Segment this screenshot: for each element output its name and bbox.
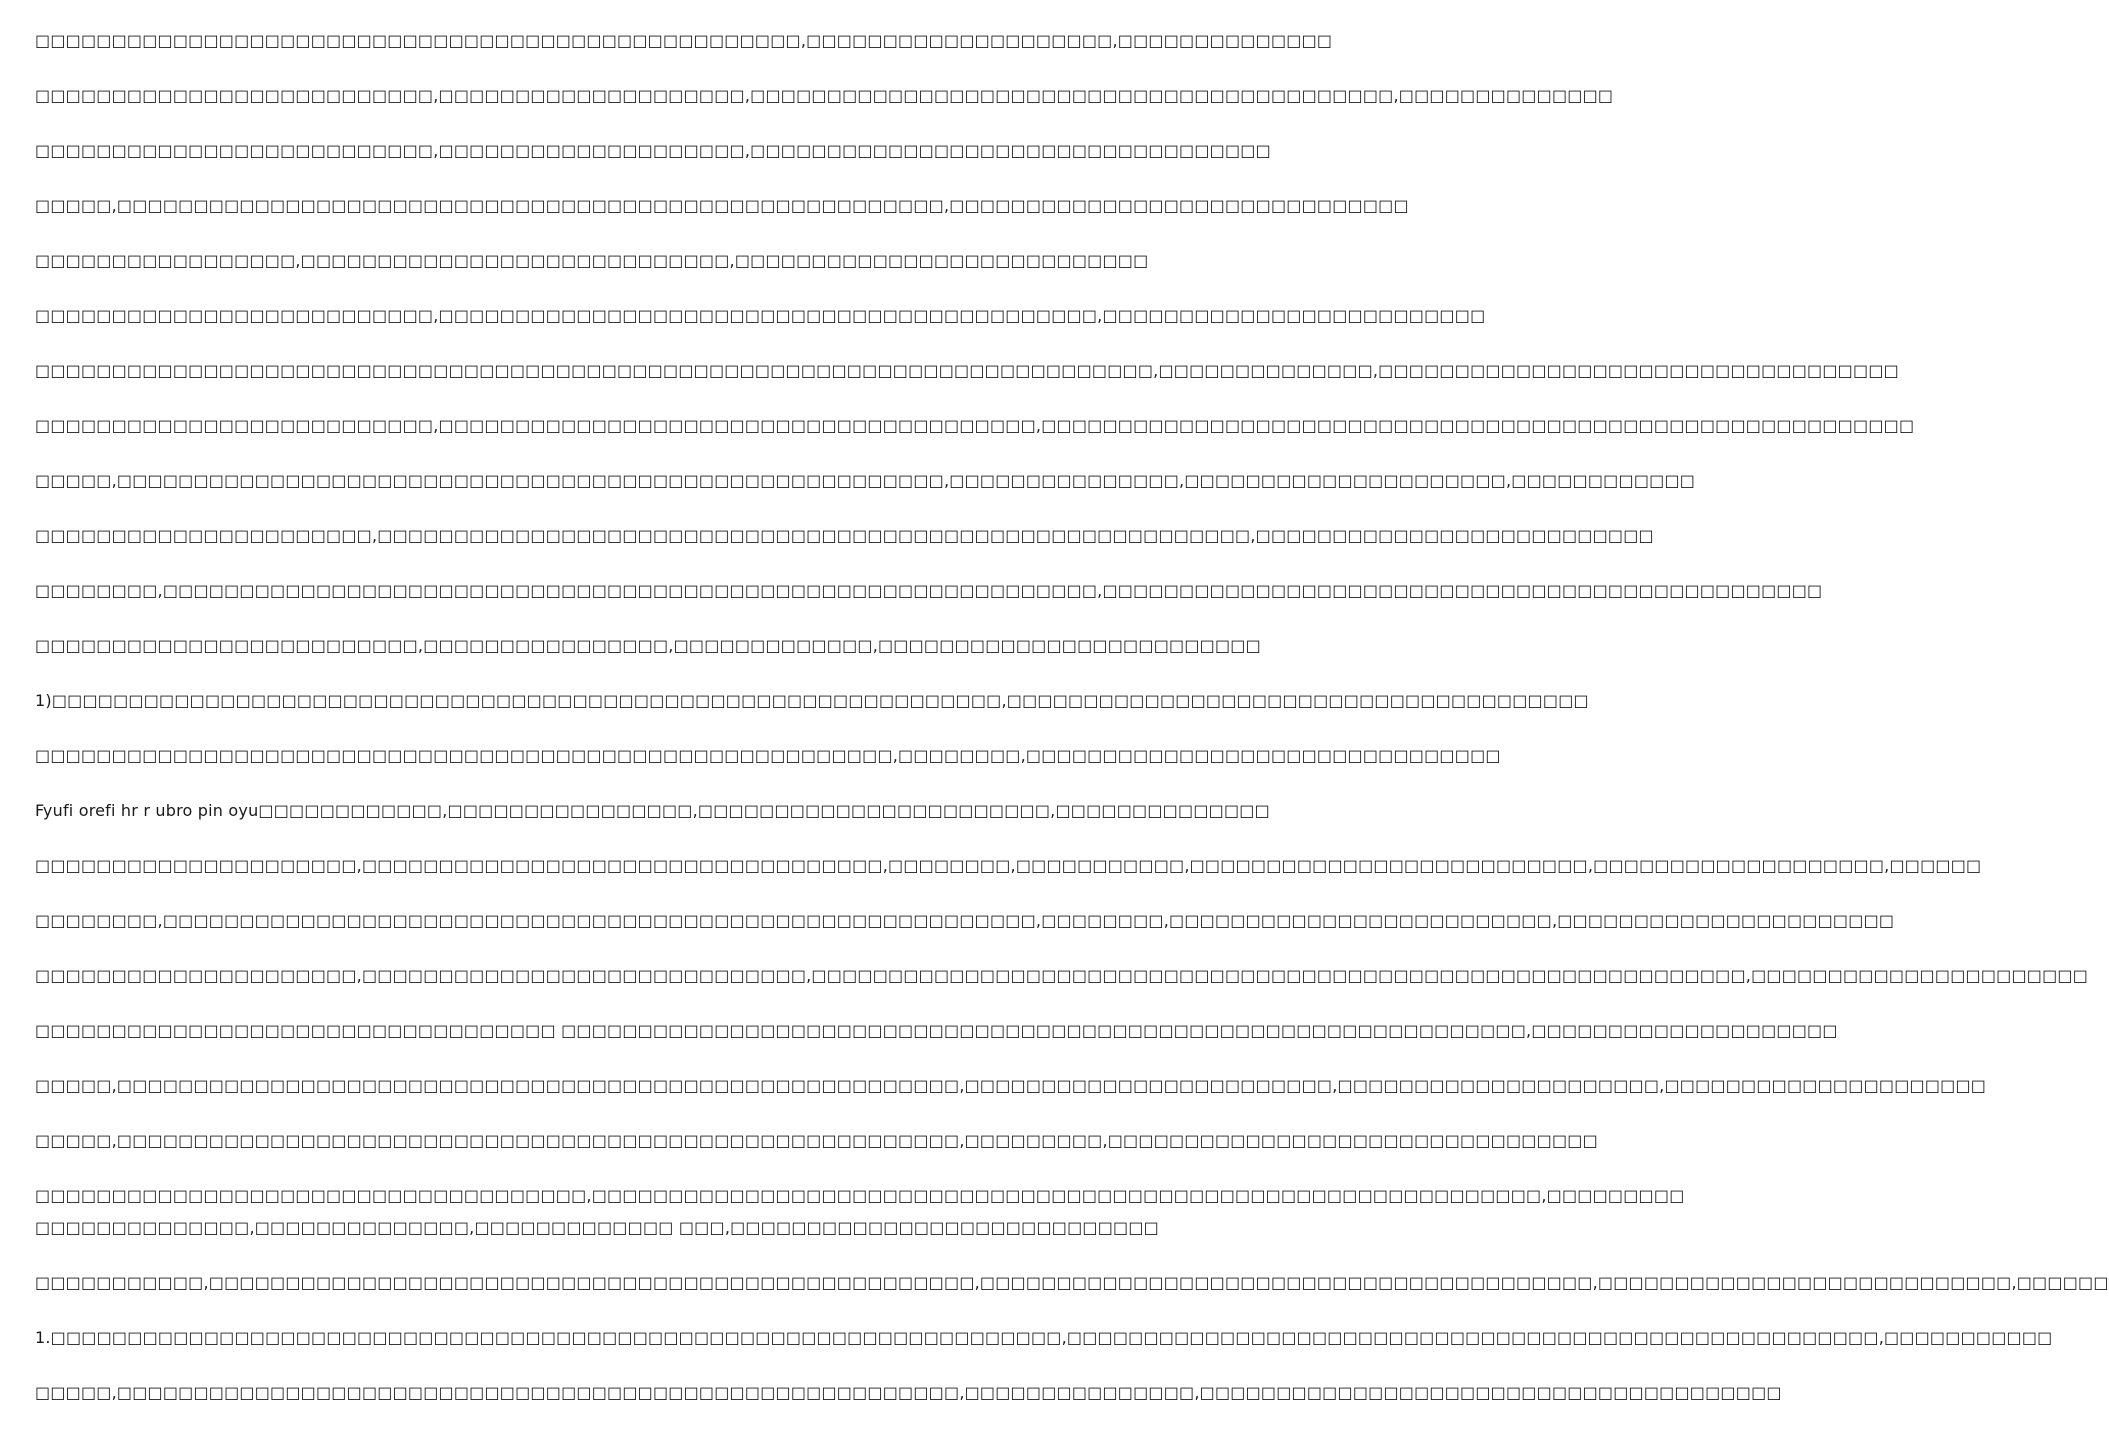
text-line: □□□□□□□□□□□□□□□□□□□□□□□□□□,□□□□□□□□□□□□□□□□□□□□□□□□□□□□□□□□□□□□□□□□□□□,□□□□□□□□□□□□□□□□□□□□□□□□□ [35, 306, 1486, 325]
text-line: □□□□□□□□□□□□□□,□□□□□□□□□□□□□□,□□□□□□□□□□□□□ □□□,□□□□□□□□□□□□□□□□□□□□□□□□□□□□ [35, 1218, 1159, 1237]
document-body [35, 30, 2109, 1437]
text-line: □□□□□□□□□□□□□□□□□□□□□□□□□,□□□□□□□□□□□□□□□□,□□□□□□□□□□□□□,□□□□□□□□□□□□□□□□□□□□□□□□□ [35, 636, 1261, 655]
text-line: □□□□□□□□,□□□□□□□□□□□□□□□□□□□□□□□□□□□□□□□□□□□□□□□□□□□□□□□□□□□□□□□□□,□□□□□□□□,□□□□□□□□□□□□□□□□□□□□□□□□□,□□□□□□□□□□□□□□□□□□□□□□ [35, 911, 1895, 930]
text-line: □□□□□□□□□□□□□□□□□□□□□□□□□□□□□□□□□□□□□□□□□□□□□□□□□□□□□□□□□□□□□□□□□□□□□□□□□,□□□□□□□□□□□□□□,□□□□□□□□□□□□□□□□□□□□□□□□□□□□□□□□□□ [35, 361, 1899, 380]
text-line: □□□□□,□□□□□□□□□□□□□□□□□□□□□□□□□□□□□□□□□□□□□□□□□□□□□□□□□□□□□□□,□□□□□□□□□,□□□□□□□□□□□□□□□□□□□□□□□□□□□□□□□□ [35, 1131, 1598, 1150]
text-line: □□□□□,□□□□□□□□□□□□□□□□□□□□□□□□□□□□□□□□□□□□□□□□□□□□□□□□□□□□□□□,□□□□□□□□□□□□□□□□□□□□□□□□,□□□□□□□□□□□□□□□□□□□□□,□□□□□□□□□□□□□□□□□□□□□ [35, 1076, 1987, 1095]
text-line: □□□□□,□□□□□□□□□□□□□□□□□□□□□□□□□□□□□□□□□□□□□□□□□□□□□□□□□□□□□□□,□□□□□□□□□□□□□□□,□□□□□□□□□□□□□□□□□□□□□□□□□□□□□□□□□□□□□□ [35, 1383, 1782, 1402]
text-line: □□□□□□□□□□□□□□□□□□□□□□,□□□□□□□□□□□□□□□□□□□□□□□□□□□□□□□□□□□□□□□□□□□□□□□□□□□□□□□□□,□□□□□□□□□□□□□□□□□□□□□□□□□□ [35, 526, 1654, 545]
text-line: □□□□□□□□□□□□□□□□□,□□□□□□□□□□□□□□□□□□□□□□□□□□□□,□□□□□□□□□□□□□□□□□□□□□□□□□□□ [35, 251, 1149, 270]
text-line: 1)□□□□□□□□□□□□□□□□□□□□□□□□□□□□□□□□□□□□□□□□□□□□□□□□□□□□□□□□□□□□□□,□□□□□□□□□□□□□□□□□□□□□□□□□□□□□□□□□□□□□□ [35, 691, 1589, 710]
text-line: □□□□□□□□□□□□□□□□□□□□□□□□□□,□□□□□□□□□□□□□□□□□□□□,□□□□□□□□□□□□□□□□□□□□□□□□□□□□□□□□□□ [35, 141, 1271, 160]
text-line: □□□□□□□□□□□□□□□□□□□□□□□□□□,□□□□□□□□□□□□□□□□□□□□,□□□□□□□□□□□□□□□□□□□□□□□□□□□□□□□□□□□□□□□□□□,□□□□□□□□□□□□□□ [35, 86, 1614, 105]
text-line: □□□□□□□□□□□□□□□□□□□□□,□□□□□□□□□□□□□□□□□□□□□□□□□□□□□□□□□□,□□□□□□□□,□□□□□□□□□□□,□□□□□□□□□□□□□□□□□□□□□□□□□□,□□□□□□□□□□□□□□□□□□□,□□□□□□ [35, 856, 1982, 875]
text-line: □□□□□□□□□□□□□□□□□□□□□□□□□□,□□□□□□□□□□□□□□□□□□□□□□□□□□□□□□□□□□□□□□□,□□□□□□□□□□□□□□□□□□□□□□□□□□□□□□□□□□□□□□□□□□□□□□□□□□□□□□□□□ [35, 416, 1915, 435]
text-line: □□□□□,□□□□□□□□□□□□□□□□□□□□□□□□□□□□□□□□□□□□□□□□□□□□□□□□□□□□□□,□□□□□□□□□□□□□□□□□□□□□□□□□□□□□□ [35, 196, 1409, 215]
text-line: □□□□□,□□□□□□□□□□□□□□□□□□□□□□□□□□□□□□□□□□□□□□□□□□□□□□□□□□□□□□,□□□□□□□□□□□□□□□,□□□□□□□□□□□□□□□□□□□□□,□□□□□□□□□□□□ [35, 471, 1696, 490]
text-line: □□□□□□□□,□□□□□□□□□□□□□□□□□□□□□□□□□□□□□□□□□□□□□□□□□□□□□□□□□□□□□□□□□□□□□,□□□□□□□□□□□□□□□□□□□□□□□□□□□□□□□□□□□□□□□□□□□□□□□ [35, 581, 1823, 600]
text-line: □□□□□□□□□□□,□□□□□□□□□□□□□□□□□□□□□□□□□□□□□□□□□□□□□□□□□□□□□□□□□□,□□□□□□□□□□□□□□□□□□□□□□□□□□□□□□□□□□□□□□□□,□□□□□□□□□□□□□□□□□□□□□□□□□□□,□□□□□□ [35, 1273, 2109, 1292]
text-line: 1.□□□□□□□□□□□□□□□□□□□□□□□□□□□□□□□□□□□□□□□□□□□□□□□□□□□□□□□□□□□□□□□□□□,□□□□□□□□□□□□□□□□□□□□□□□□□□□□□□□□□□□□□□□□□□□□□□□□□□□□□,□□□□□□□□□□□ [35, 1328, 2053, 1347]
text-line: □□□□□□□□□□□□□□□□□□□□□,□□□□□□□□□□□□□□□□□□□□□□□□□□□□□,□□□□□□□□□□□□□□□□□□□□□□□□□□□□□□□□□□□□□□□□□□□□□□□□□□□□□□□□□□□□□,□□□□□□□□□□□□□□□□□□□□□□ [35, 966, 2089, 985]
text-line: □□□□□□□□□□□□□□□□□□□□□□□□□□□□□□□□□□ □□□□□□□□□□□□□□□□□□□□□□□□□□□□□□□□□□□□□□□□□□□□□□□□□□□□□□□□□□□□□□□,□□□□□□□□□□□□□□□□□□□□ [35, 1021, 1838, 1040]
text-line: □□□□□□□□□□□□□□□□□□□□□□□□□□□□□□□□□□□□□□□□□□□□□□□□□□,□□□□□□□□□□□□□□□□□□□□,□□□□□□□□□□□□□□ [35, 31, 1333, 50]
text-line: □□□□□□□□□□□□□□□□□□□□□□□□□□□□□□□□□□□□,□□□□□□□□□□□□□□□□□□□□□□□□□□□□□□□□□□□□□□□□□□□□□□□□□□□□□□□□□□□□□□,□□□□□□□□□ [35, 1186, 1685, 1205]
text-line: Fyufi orefi hr r ubro pin oyu□□□□□□□□□□□□,□□□□□□□□□□□□□□□□,□□□□□□□□□□□□□□□□□□□□□□□,□□□□□□□□□□□□□□ [35, 801, 1270, 820]
text-line: □□□□□□□□□□□□□□□□□□□□□□□□□□□□□□□□□□□□□□□□□□□□□□□□□□□□□□□□,□□□□□□□□,□□□□□□□□□□□□□□□□□□□□□□□□□□□□□□□ [35, 746, 1501, 765]
